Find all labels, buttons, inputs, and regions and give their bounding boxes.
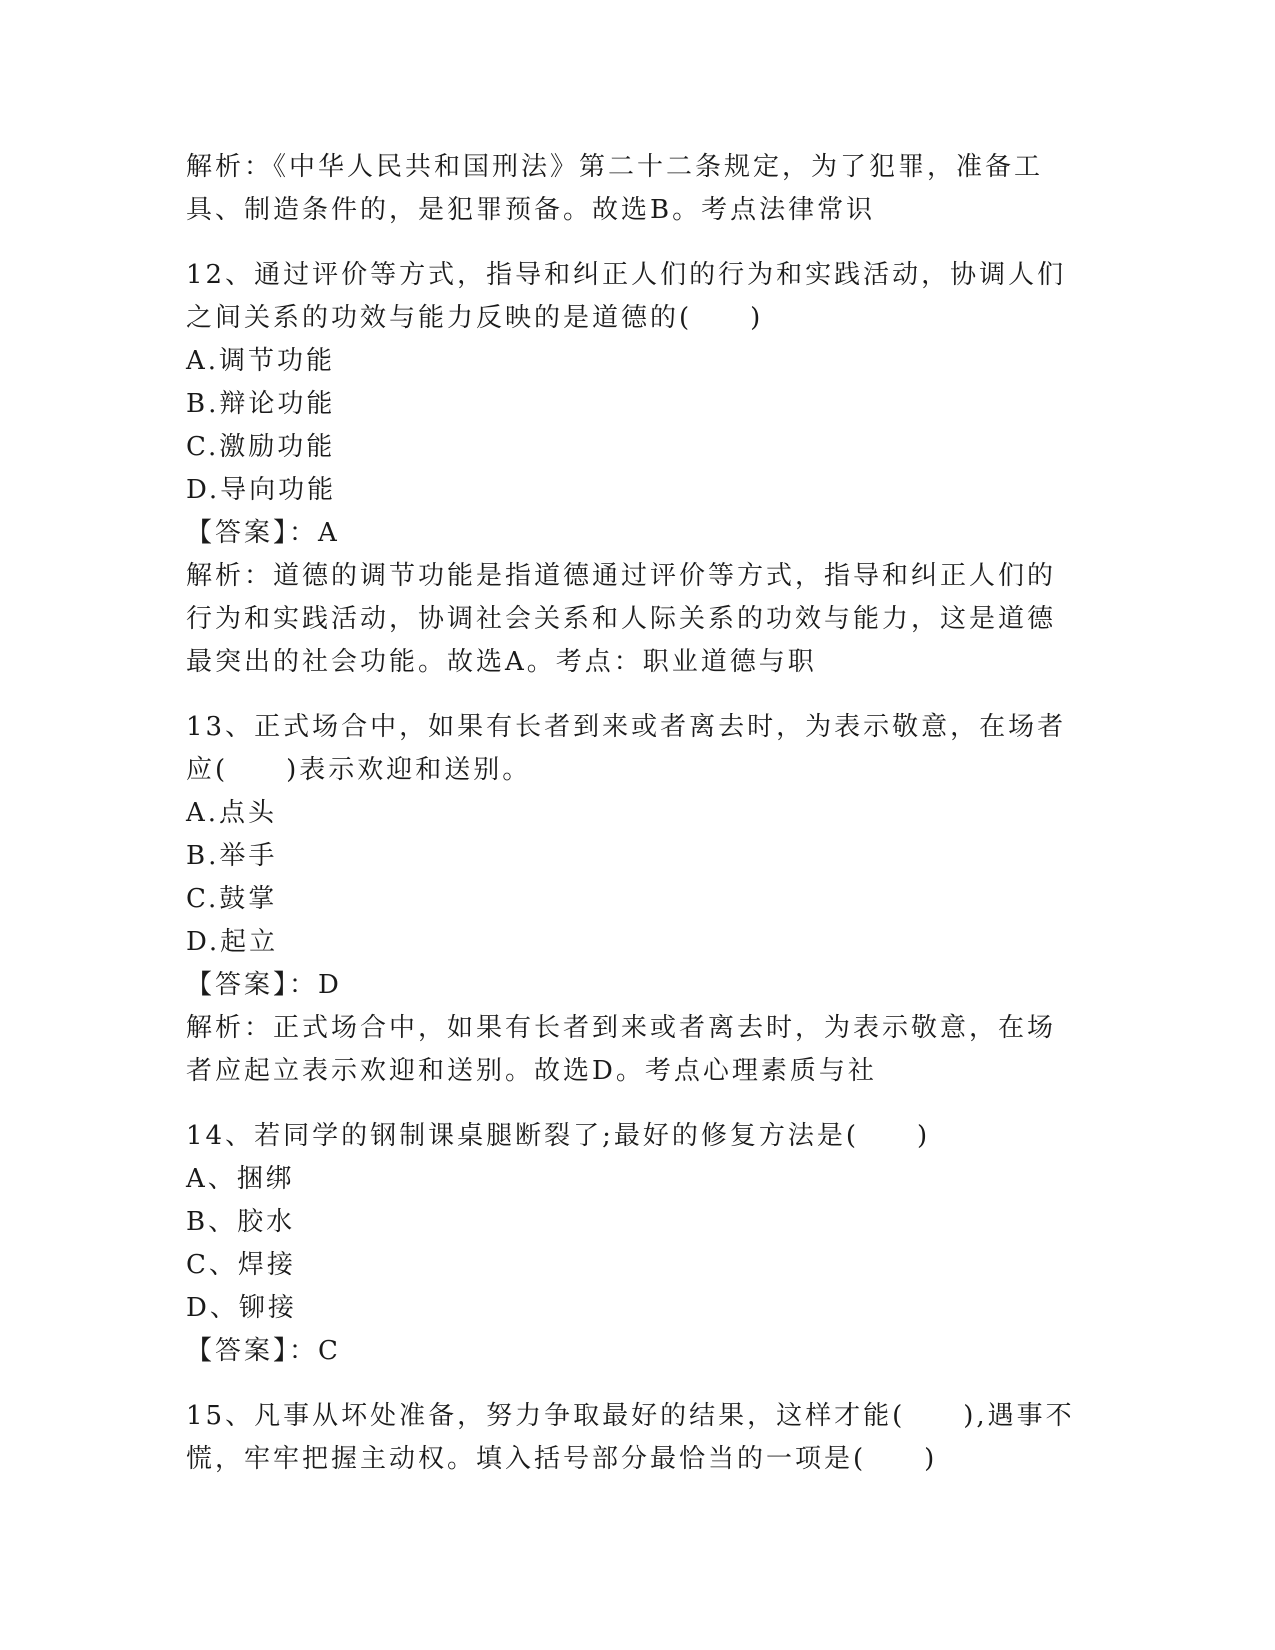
option-d: D.导向功能 — [186, 475, 337, 505]
option-b: B、胶水 — [186, 1207, 296, 1237]
question-14 — [186, 1115, 1066, 1373]
option-b: B.举手 — [186, 841, 278, 871]
question-15 — [186, 1395, 1075, 1481]
option-b: B.辩论功能 — [186, 389, 336, 419]
option-d: D、铆接 — [186, 1293, 297, 1323]
question-13 — [186, 706, 1066, 1093]
answer: 【答案】：C — [186, 1336, 341, 1366]
question-stem: 12、通过评价等方式，指导和纠正人们的行为和实践活动，协调人们 — [186, 260, 1067, 290]
explanation-line: 者应起立表示欢迎和送别。故选D。考点心理素质与社 — [186, 1056, 877, 1086]
answer: 【答案】：A — [186, 518, 340, 548]
question-stem: 应( )表示欢迎和送别。 — [186, 755, 532, 785]
option-c: C.激励功能 — [186, 432, 336, 462]
question-stem: 13、正式场合中，如果有长者到来或者离去时，为表示敬意，在场者 — [186, 712, 1067, 742]
option-c: C、焊接 — [186, 1250, 296, 1280]
previous-explanation — [186, 146, 1066, 232]
question-stem: 14、若同学的钢制课桌腿断裂了;最好的修复方法是( ) — [186, 1121, 931, 1151]
explanation-line: 具、制造条件的，是犯罪预备。故选B。考点法律常识 — [186, 195, 876, 225]
explanation-line: 最突出的社会功能。故选A。考点：职业道德与职 — [186, 647, 817, 677]
document-page — [186, 146, 1075, 1481]
option-d: D.起立 — [186, 927, 279, 957]
option-a: A、捆绑 — [186, 1164, 295, 1194]
answer: 【答案】：D — [186, 970, 342, 1000]
question-12 — [186, 254, 1066, 684]
question-stem: 慌，牢牢把握主动权。填入括号部分最恰当的一项是( ) — [186, 1444, 938, 1474]
question-stem: 之间关系的功效与能力反映的是道德的( ) — [186, 303, 764, 333]
explanation-line: 解析：正式场合中，如果有长者到来或者离去时，为表示敬意，在场 — [186, 1013, 1057, 1043]
option-a: A.点头 — [186, 798, 278, 828]
explanation-line: 解析：道德的调节功能是指道德通过评价等方式，指导和纠正人们的 — [186, 561, 1057, 591]
explanation-line: 行为和实践活动，协调社会关系和人际关系的功效与能力，这是道德 — [186, 604, 1057, 634]
explanation-line: 解析：《中华人民共和国刑法》第二十二条规定，为了犯罪，准备工 — [186, 152, 1044, 182]
question-stem: 15、凡事从坏处准备，努力争取最好的结果，这样才能( ),遇事不 — [186, 1401, 1075, 1431]
option-a: A.调节功能 — [186, 346, 336, 376]
option-c: C.鼓掌 — [186, 884, 278, 914]
